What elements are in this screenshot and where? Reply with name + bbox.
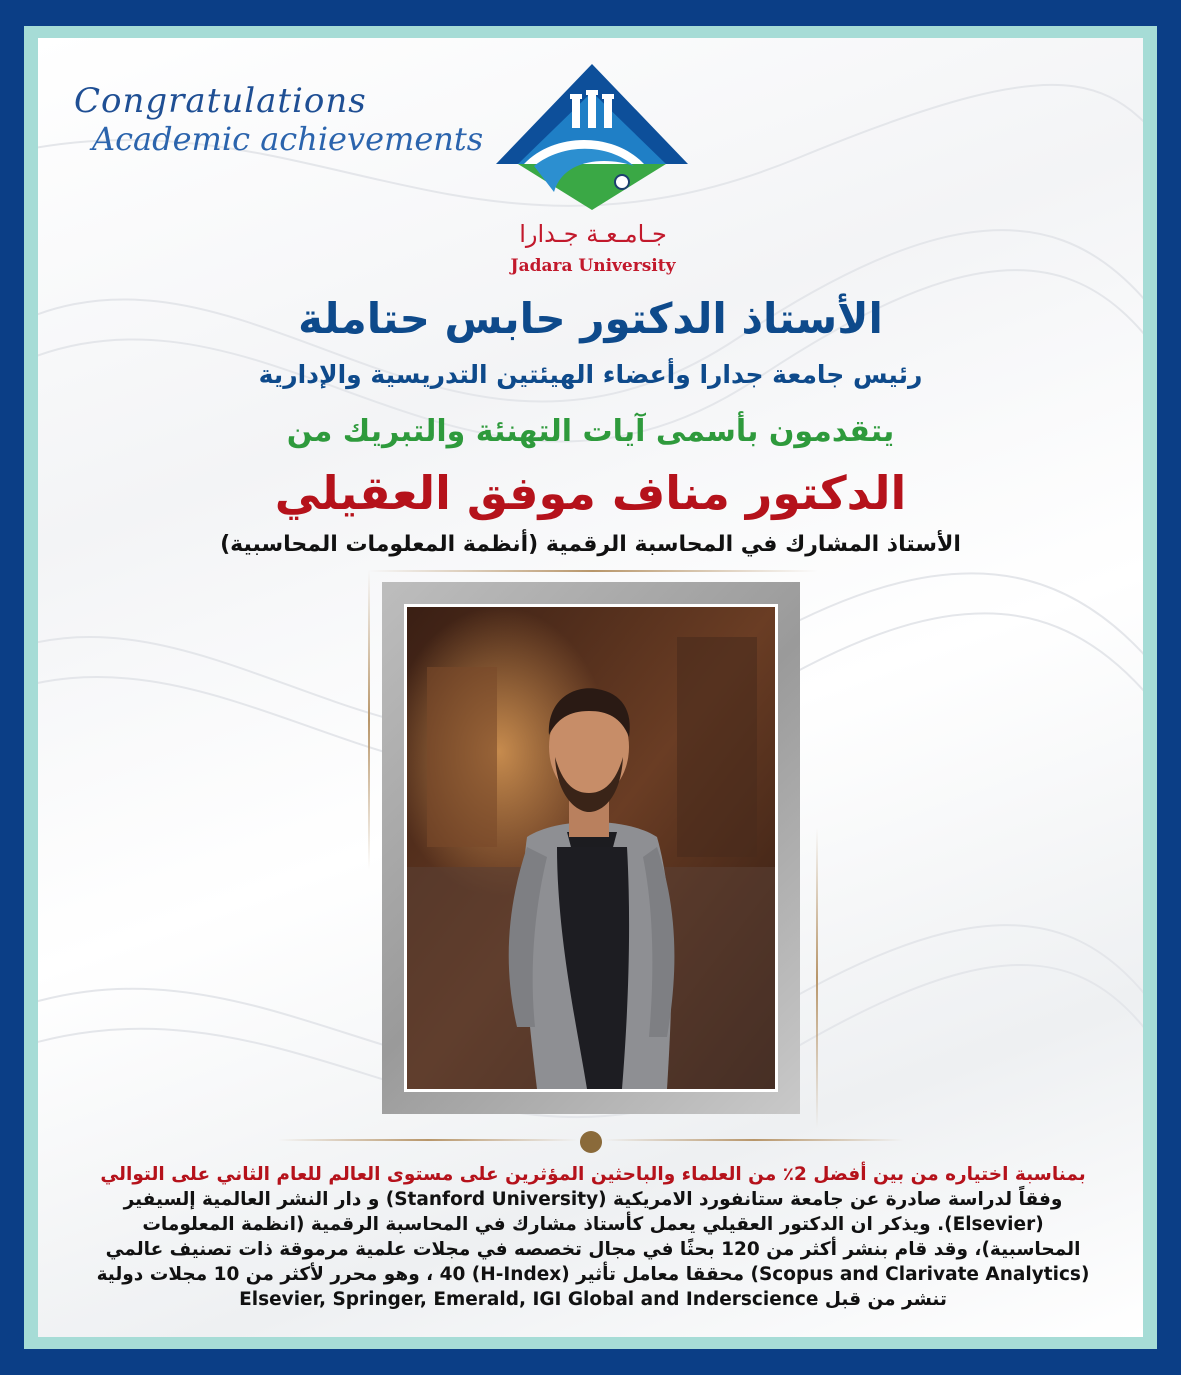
- paragraph-line-5: (Scopus and Clarivate Analytics) محققا معامل تأثير (H-Index) 40 ، وهو محرر لأكثر من 10 مجلات دولية: [96, 1264, 1090, 1285]
- academic-achievements-text: Academic achievements: [92, 120, 484, 159]
- photo-ornament-left: [368, 570, 370, 870]
- paragraph-line-2: وفقاً لدراسة صادرة عن جامعة ستانفورد الامريكية (Stanford University) و دار النشر العالمية إلسيفير: [123, 1189, 1063, 1210]
- logo-arabic-name: جـامـعـة جـدارا: [519, 220, 667, 248]
- honoree-title: الأستاذ المشارك في المحاسبة الرقمية (أنظمة المعلومات المحاسبية): [220, 532, 961, 557]
- congratulations-phrase: يتقدمون بأسمى آيات التهنئة والتبريك من: [286, 414, 895, 449]
- jadara-university-logo-icon: [494, 62, 690, 212]
- president-subtitle: رئيس جامعة جدارا وأعضاء الهيئتين التدريسية والإدارية: [258, 360, 923, 389]
- photo-border: [404, 604, 778, 1092]
- paragraph-line-6: تنشر من قبل Elsevier, Springer, Emerald, IGI Global and Inderscience: [239, 1289, 947, 1310]
- achievement-paragraph: [58, 1162, 1128, 1312]
- logo-english-name: Jadara University: [510, 256, 676, 276]
- divider-left: [278, 1139, 578, 1141]
- paragraph-line-1: بمناسبة اختياره من بين أفضل 2٪ من العلماء والباحثين المؤثرين على مستوى العالم للعام الثاني على التوالي: [100, 1164, 1086, 1185]
- honoree-name: الدكتور مناف موفق العقيلي: [274, 466, 907, 520]
- paragraph-line-3: (Elsevier). ويذكر ان الدكتور العقيلي يعمل كأستاذ مشارك في المحاسبة الرقمية (انظمة المعلومات: [142, 1214, 1044, 1235]
- photo-ornament-top: [368, 570, 818, 572]
- congratulations-heading: [74, 82, 483, 158]
- divider-right: [604, 1139, 904, 1141]
- paragraph-line-4: المحاسبية)، وقد قام بنشر أكثر من 120 بحثًا في مجال تخصصه في مجلات علمية مرموقة ذات تصنيف عالمي: [105, 1239, 1081, 1260]
- certificate-card: [38, 38, 1143, 1337]
- congratulations-text: Congratulations: [74, 81, 367, 121]
- photo-frame: [382, 582, 800, 1114]
- photo-ornament-right: [816, 828, 818, 1128]
- divider-dot: [580, 1131, 602, 1153]
- honoree-photo: [407, 607, 775, 1089]
- president-name: الأستاذ الدكتور حابس حتاملة: [298, 294, 883, 343]
